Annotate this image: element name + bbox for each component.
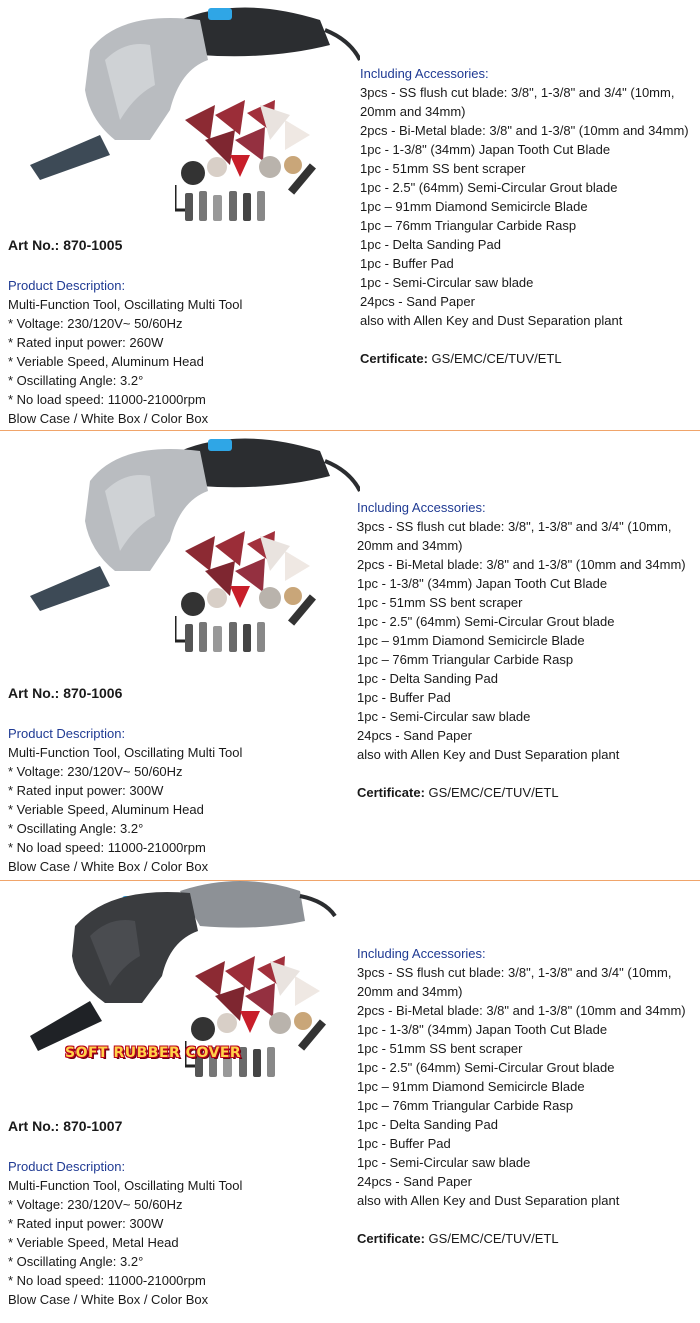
accessory-item: also with Allen Key and Dust Separation plant xyxy=(357,747,620,762)
accessory-item: 1pc - 1-3/8" (34mm) Japan Tooth Cut Blade xyxy=(360,142,611,157)
description-line: * Oscillating Angle: 3.2° xyxy=(8,373,144,388)
accessory-item: 1pc - Semi-Circular saw blade xyxy=(360,275,534,290)
accessories-image xyxy=(175,526,325,656)
description-line: Blow Case / White Box / Color Box xyxy=(8,859,209,874)
accessory-item: 1pc – 91mm Diamond Semicircle Blade xyxy=(360,199,588,214)
description-line: * Rated input power: 300W xyxy=(8,1216,164,1231)
accessory-item: 1pc – 76mm Triangular Carbide Rasp xyxy=(357,1098,574,1113)
certificate: Certificate: GS/EMC/CE/TUV/ETL xyxy=(357,1231,559,1246)
certificate: Certificate: GS/EMC/CE/TUV/ETL xyxy=(360,351,562,366)
product-section xyxy=(0,431,700,880)
soft-rubber-cover-label: SOFT RUBBER COVER xyxy=(65,1045,242,1061)
description-line: * No load speed: 11000-21000rpm xyxy=(8,1273,206,1288)
description-line: * Oscillating Angle: 3.2° xyxy=(8,821,144,836)
accessory-item: 24pcs - Sand Paper xyxy=(357,1174,472,1189)
accessory-item: 3pcs - SS flush cut blade: 3/8", 1-3/8" and 3/4" (10mm, 20mm and 34mm) xyxy=(357,519,672,553)
accessory-item: 1pc - 51mm SS bent scraper xyxy=(357,595,523,610)
accessories-label: Including Accessories: xyxy=(357,500,486,515)
description-line: Blow Case / White Box / Color Box xyxy=(8,411,209,426)
accessory-item: 1pc - 1-3/8" (34mm) Japan Tooth Cut Blade xyxy=(357,576,608,591)
accessory-item: 3pcs - SS flush cut blade: 3/8", 1-3/8" and 3/4" (10mm, 20mm and 34mm) xyxy=(360,85,675,119)
accessory-item: 1pc - 2.5" (64mm) Semi-Circular Grout blade xyxy=(357,1060,615,1075)
certificate: Certificate: GS/EMC/CE/TUV/ETL xyxy=(357,785,559,800)
description-line: * Veriable Speed, Aluminum Head xyxy=(8,802,204,817)
product-description xyxy=(8,724,242,876)
accessory-item: 3pcs - SS flush cut blade: 3/8", 1-3/8" and 3/4" (10mm, 20mm and 34mm) xyxy=(357,965,672,999)
product-section xyxy=(0,881,700,1323)
description-line: Multi-Function Tool, Oscillating Multi Tool xyxy=(8,297,243,312)
description-line: * Veriable Speed, Aluminum Head xyxy=(8,354,204,369)
accessory-item: 2pcs - Bi-Metal blade: 3/8" and 1-3/8" (10mm and 34mm) xyxy=(357,1003,686,1018)
accessories-list xyxy=(360,64,700,368)
accessory-item: 1pc - Delta Sanding Pad xyxy=(360,237,501,252)
accessory-item: 1pc - Semi-Circular saw blade xyxy=(357,709,531,724)
accessories-list xyxy=(357,498,700,802)
description-label: Product Description: xyxy=(8,278,126,293)
accessory-item: 2pcs - Bi-Metal blade: 3/8" and 1-3/8" (10mm and 34mm) xyxy=(357,557,686,572)
switch xyxy=(208,439,232,451)
art-number: Art No.: 870-1005 xyxy=(8,237,123,253)
description-line: * No load speed: 11000-21000rpm xyxy=(8,840,206,855)
product-section xyxy=(0,0,700,430)
accessory-item: 1pc - Buffer Pad xyxy=(360,256,454,271)
tool-blade xyxy=(30,1001,102,1051)
description-line: * Rated input power: 260W xyxy=(8,335,164,350)
accessory-item: 1pc - Delta Sanding Pad xyxy=(357,1117,498,1132)
accessory-item: 1pc - 1-3/8" (34mm) Japan Tooth Cut Blade xyxy=(357,1022,608,1037)
accessory-item: 1pc – 76mm Triangular Carbide Rasp xyxy=(360,218,577,233)
accessory-item: 1pc - 2.5" (64mm) Semi-Circular Grout blade xyxy=(360,180,618,195)
description-label: Product Description: xyxy=(8,1159,126,1174)
tool-rear-body xyxy=(180,881,305,928)
accessory-item: also with Allen Key and Dust Separation plant xyxy=(360,313,623,328)
accessory-item: 1pc - Semi-Circular saw blade xyxy=(357,1155,531,1170)
accessories-list xyxy=(357,944,700,1248)
description-line: * Oscillating Angle: 3.2° xyxy=(8,1254,144,1269)
accessories-image xyxy=(185,951,335,1081)
description-line: * Voltage: 230/120V~ 50/60Hz xyxy=(8,316,183,331)
accessory-item: 1pc - Buffer Pad xyxy=(357,690,451,705)
description-line: * Veriable Speed, Metal Head xyxy=(8,1235,179,1250)
accessory-item: 1pc - 51mm SS bent scraper xyxy=(357,1041,523,1056)
description-label: Product Description: xyxy=(8,726,126,741)
accessory-item: 1pc – 76mm Triangular Carbide Rasp xyxy=(357,652,574,667)
accessory-item: 24pcs - Sand Paper xyxy=(357,728,472,743)
switch xyxy=(208,8,232,20)
art-number: Art No.: 870-1006 xyxy=(8,685,123,701)
description-line: * Voltage: 230/120V~ 50/60Hz xyxy=(8,764,183,779)
tool-blade xyxy=(30,135,110,180)
art-number: Art No.: 870-1007 xyxy=(8,1118,123,1134)
accessory-item: also with Allen Key and Dust Separation plant xyxy=(357,1193,620,1208)
accessory-item: 1pc - Delta Sanding Pad xyxy=(357,671,498,686)
description-line: * Rated input power: 300W xyxy=(8,783,164,798)
accessory-item: 1pc – 91mm Diamond Semicircle Blade xyxy=(357,633,585,648)
description-line: Multi-Function Tool, Oscillating Multi Tool xyxy=(8,745,243,760)
description-line: * Voltage: 230/120V~ 50/60Hz xyxy=(8,1197,183,1212)
product-description xyxy=(8,276,242,428)
accessory-item: 1pc - 2.5" (64mm) Semi-Circular Grout blade xyxy=(357,614,615,629)
accessories-label: Including Accessories: xyxy=(357,946,486,961)
accessories-image xyxy=(175,95,325,225)
accessory-item: 1pc - 51mm SS bent scraper xyxy=(360,161,526,176)
accessories-label: Including Accessories: xyxy=(360,66,489,81)
tool-blade xyxy=(30,566,110,611)
description-line: Multi-Function Tool, Oscillating Multi Tool xyxy=(8,1178,243,1193)
accessory-item: 1pc – 91mm Diamond Semicircle Blade xyxy=(357,1079,585,1094)
accessory-item: 1pc - Buffer Pad xyxy=(357,1136,451,1151)
accessory-item: 2pcs - Bi-Metal blade: 3/8" and 1-3/8" (10mm and 34mm) xyxy=(360,123,689,138)
accessory-item: 24pcs - Sand Paper xyxy=(360,294,475,309)
description-line: * No load speed: 11000-21000rpm xyxy=(8,392,206,407)
description-line: Blow Case / White Box / Color Box xyxy=(8,1292,209,1307)
product-description xyxy=(8,1157,242,1309)
